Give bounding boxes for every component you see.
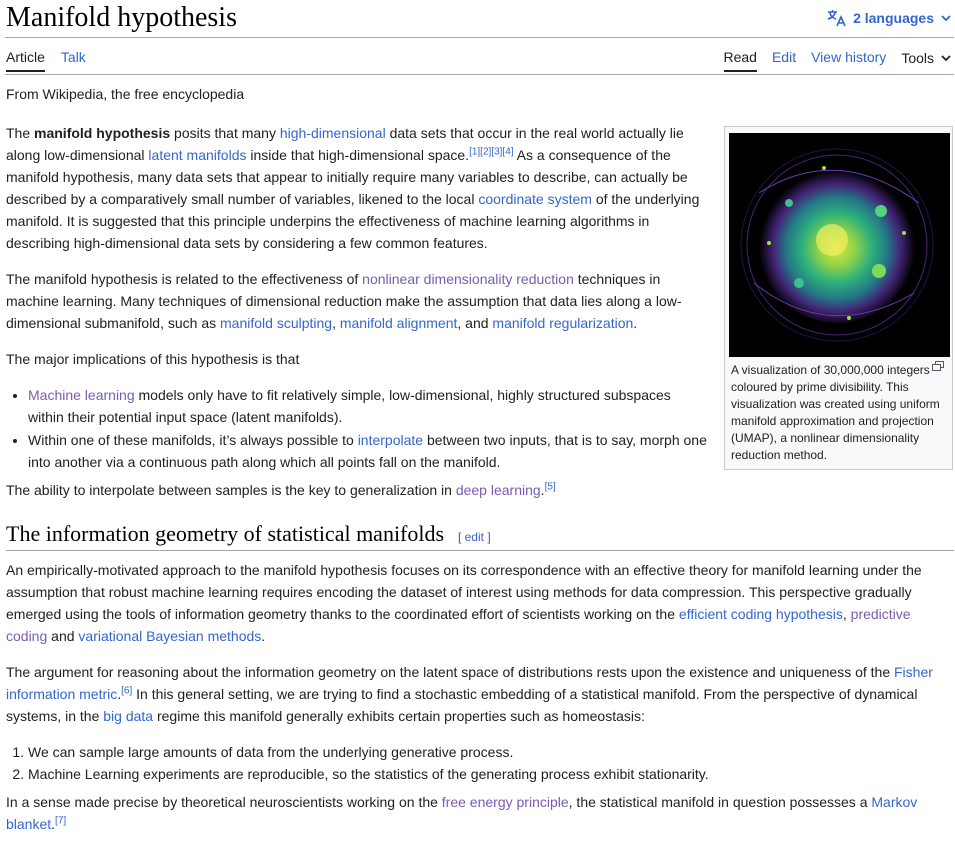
list-item: 2. Machine Learning experiments are reproducible, so the statistics of the generating process exhibit stationarity. [28, 763, 941, 785]
section-edit: [ edit ] [457, 530, 491, 544]
link-interpolate[interactable]: interpolate [357, 432, 424, 448]
languages-label: 2 languages [853, 10, 934, 26]
lead-paragraph-1: The manifold hypothesis posits that many high-dimensional data sets that occur in the real world actually lie along low-dimensional latent manifolds inside that high-dimensional space.[1][2][3][4] As a consequence of the manifold hypothesis, many data sets that appear to initially require many variables to describe, can actually be described by a comparatively small number of variables, likened to the local coordinate system of the underlying manifold. It is suggested that this principle underpins the effectiveness of machine learning algorithms in describing high-dimensional data sets by considering a few common features. [6, 125, 700, 251]
section-heading [6, 521, 954, 551]
link-latent-manifolds[interactable]: latent manifolds [148, 147, 247, 163]
list-item: • Within one of these manifolds, it’s always possible to interpolate between two inputs, that is to say, morph one into another via a continuous path along which all points fall on the manifold. [28, 429, 708, 473]
tabs-divider [5, 74, 954, 75]
information-geometry-section [6, 559, 941, 849]
chevron-down-icon [940, 53, 952, 63]
link-markov-blanket[interactable]: Markov blanket [6, 794, 918, 832]
tab-article[interactable]: Article [6, 49, 45, 72]
link-nonlinear-dimensionality-reduction[interactable]: nonlinear dimensionality reduction [362, 271, 574, 287]
lead-paragraph-3: The major implications of this hypothesis is that [6, 351, 300, 367]
link-deep-learning[interactable]: deep learning [455, 482, 541, 498]
lead-paragraph-2: The manifold hypothesis is related to the effectiveness of nonlinear dimensionality reduction techniques in machine learning. Many techniques of dimensional reduction make the assumption that data lies along a low-dimensional submanifold, such as manifold sculpting, manifold alignment, and manifold regularization. [6, 271, 682, 331]
tools-label: Tools [901, 49, 934, 66]
languages-button[interactable] [827, 9, 952, 27]
link-manifold-sculpting[interactable]: manifold sculpting [220, 315, 333, 331]
link-machine-learning[interactable]: Machine learning [28, 387, 135, 403]
link-manifold-alignment[interactable]: manifold alignment [339, 315, 458, 331]
list-item: 1. We can sample large amounts of data from the underlying generative process. [28, 741, 941, 763]
citation-1-4[interactable]: [1][2][3][4] [469, 146, 514, 158]
chevron-down-icon [940, 13, 952, 23]
link-free-energy-principle[interactable]: free energy principle [441, 794, 569, 810]
citation-7[interactable]: [7] [55, 815, 67, 827]
figure-caption: A visualization of 30,000,000 integers coloured by prime divisibility. This visualization was created using uniform manifold approximation and projection (UMAP), a nonlinear dimensionality reduction method. [731, 363, 940, 462]
title-divider [5, 37, 954, 38]
site-tagline: From Wikipedia, the free encyclopedia [6, 86, 245, 102]
tools-menu[interactable] [901, 49, 952, 72]
citation-6[interactable]: [6] [121, 685, 133, 697]
umap-visualization-image[interactable] [729, 133, 950, 357]
link-predictive-coding[interactable]: predictive coding [6, 606, 911, 644]
section-paragraph-2: The argument for reasoning about the information geometry on the latent space of distributions rests upon the existence and uniqueness of the Fisher information metric.[6] In this general setting, we are trying to find a stochastic embedding of a statistical manifold. From the perspective of dynamical systems, in the big data regime this manifold generally exhibits certain properties such as homeostasis: [6, 664, 933, 724]
link-big-data[interactable]: big data [103, 708, 154, 724]
translate-icon [827, 9, 847, 27]
figure-thumbnail [724, 126, 953, 470]
link-manifold-regularization[interactable]: manifold regularization [492, 315, 634, 331]
tab-talk[interactable]: Talk [60, 49, 86, 65]
view-tabs [724, 49, 953, 72]
link-high-dimensional[interactable]: high-dimensional [279, 125, 386, 141]
section-heading-text: The information geometry of statistical manifolds [6, 521, 445, 546]
tab-read[interactable]: Read [724, 49, 757, 72]
link-efficient-coding-hypothesis[interactable]: efficient coding hypothesis [678, 606, 843, 622]
namespace-tabs [6, 49, 86, 72]
tab-edit[interactable]: Edit [771, 49, 797, 65]
link-fisher-information-metric[interactable]: Fisher information metric [6, 664, 933, 702]
properties-list [6, 741, 941, 785]
bold-term: manifold hypothesis [34, 125, 171, 141]
section-paragraph-3: In a sense made precise by theoretical neuroscientists working on the free energy principle, the statistical manifold in question possesses a Markov blanket.[7] [6, 794, 918, 832]
section-paragraph-1: An empirically-motivated approach to the manifold hypothesis focuses on its correspondence with an effective theory for manifold learning under the assumption that robust machine learning requires encoding the dataset of interest using methods for data compression. This perspective gradually emerged using the tools of information geometry thanks to the coordinated effort of scientists working on the efficient coding hypothesis, predictive coding and variational Bayesian methods. [6, 562, 922, 644]
lead-paragraph-4: The ability to interpolate between samples is the key to generalization in deep learning.[5] [6, 481, 556, 498]
tab-view-history[interactable]: View history [811, 49, 887, 65]
link-variational-bayesian-methods[interactable]: variational Bayesian methods [78, 628, 262, 644]
section-edit-link[interactable]: edit [464, 530, 484, 544]
link-coordinate-system[interactable]: coordinate system [478, 191, 592, 207]
list-item: • Machine learning models only have to fit relatively simple, low-dimensional, highly structured subspaces within their potential input space (latent manifolds). [28, 384, 708, 428]
implications-list [6, 384, 708, 473]
citation-5[interactable]: [5] [544, 481, 556, 493]
page-title: Manifold hypothesis [6, 2, 237, 33]
